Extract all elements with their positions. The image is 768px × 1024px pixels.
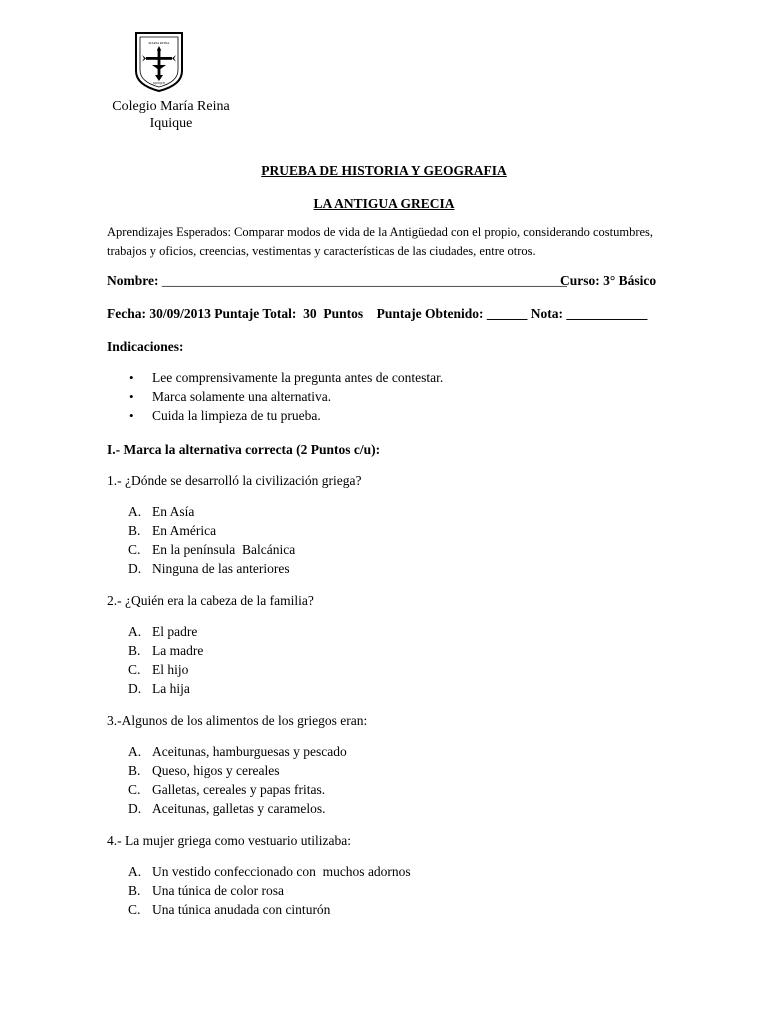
option-letter: D. xyxy=(128,561,142,576)
question-1-options xyxy=(0,502,768,582)
name-blank[interactable]: ____________________________________________________________ xyxy=(161,273,567,288)
objectives-line-2: trabajos y oficios, creencias, vestimentas y características de las ciudades, entre otros. xyxy=(107,244,536,258)
option-letter: B. xyxy=(128,523,141,538)
option-letter: A. xyxy=(128,744,142,759)
svg-text:MARIA REINA: MARIA REINA xyxy=(148,41,170,45)
option-letter: C. xyxy=(128,782,141,797)
option-text: En Asía xyxy=(152,504,195,519)
option-text: Aceitunas, hamburguesas y pescado xyxy=(152,744,347,759)
option-text: Queso, higos y cereales xyxy=(152,763,280,778)
option-letter: A. xyxy=(128,864,142,879)
question-3-options xyxy=(0,742,768,822)
option-text: Una túnica anudada con cinturón xyxy=(152,902,331,917)
school-name-text: Colegio María Reina xyxy=(112,99,230,114)
section-heading: I.- Marca la alternativa correcta (2 Puntos c/u): xyxy=(107,442,381,457)
option-letter: D. xyxy=(128,681,142,696)
option-text: El hijo xyxy=(152,662,189,677)
option-letter: D. xyxy=(128,801,142,816)
question-2-options xyxy=(0,622,768,702)
instruction-text: Marca solamente una alternativa. xyxy=(152,389,332,404)
option-letter: B. xyxy=(128,883,141,898)
option-text: Galletas, cereales y papas fritas. xyxy=(152,782,326,797)
exam-title: PRUEBA DE HISTORIA Y GEOGRAFIA xyxy=(261,163,507,178)
instruction-text: Cuida la limpieza de tu prueba. xyxy=(152,408,321,423)
course-label: Curso: 3° Básico xyxy=(560,273,657,288)
option-letter: B. xyxy=(128,763,141,778)
svg-text:IQUIQUE: IQUIQUE xyxy=(152,81,166,85)
name-field[interactable] xyxy=(107,271,567,290)
learning-objectives xyxy=(107,223,672,261)
option-text: En la península Balcánica xyxy=(152,542,296,557)
option-letter: A. xyxy=(128,504,142,519)
option-letter: A. xyxy=(128,624,142,639)
instructions-heading: Indicaciones: xyxy=(107,339,184,354)
question-4: 4.- La mujer griega como vestuario utilizaba: xyxy=(107,833,352,848)
option-text: Aceitunas, galletas y caramelos. xyxy=(152,801,326,816)
question-1: 1.- ¿Dónde se desarrolló la civilización griega? xyxy=(107,473,362,488)
option-text: Ninguna de las anteriores xyxy=(152,561,290,576)
option-letter: C. xyxy=(128,662,141,677)
question-4-options xyxy=(0,862,768,922)
option-letter: C. xyxy=(128,902,141,917)
question-2: 2.- ¿Quién era la cabeza de la familia? xyxy=(107,593,314,608)
question-3: 3.-Algunos de los alimentos de los griegos eran: xyxy=(107,713,368,728)
option-text: La madre xyxy=(152,643,204,658)
name-label: Nombre: xyxy=(107,273,159,288)
bullet-icon: • xyxy=(129,408,134,423)
school-name xyxy=(96,98,246,132)
option-text: En América xyxy=(152,523,217,538)
school-city: Iquique xyxy=(149,116,193,131)
bullet-icon: • xyxy=(129,389,134,404)
school-crest-cross-icon xyxy=(134,31,184,93)
option-text: La hija xyxy=(152,681,190,696)
exam-subtitle: LA ANTIGUA GRECIA xyxy=(313,196,455,211)
option-text: Una túnica de color rosa xyxy=(152,883,284,898)
option-text: Un vestido confeccionado con muchos adornos xyxy=(152,864,411,879)
option-text: El padre xyxy=(152,624,198,639)
bullet-icon: • xyxy=(129,370,134,385)
objectives-line-1: Aprendizajes Esperados: Comparar modos de vida de la Antigüedad con el propio, considerando costumbres, xyxy=(107,225,654,239)
instruction-text: Lee comprensivamente la pregunta antes de contestar. xyxy=(152,370,444,385)
option-letter: B. xyxy=(128,643,141,658)
date-score-line: Fecha: 30/09/2013 Puntaje Total: 30 Puntos Puntaje Obtenido: ______ Nota: ____________ xyxy=(107,306,648,321)
option-letter: C. xyxy=(128,542,141,557)
instructions-list xyxy=(0,368,768,428)
